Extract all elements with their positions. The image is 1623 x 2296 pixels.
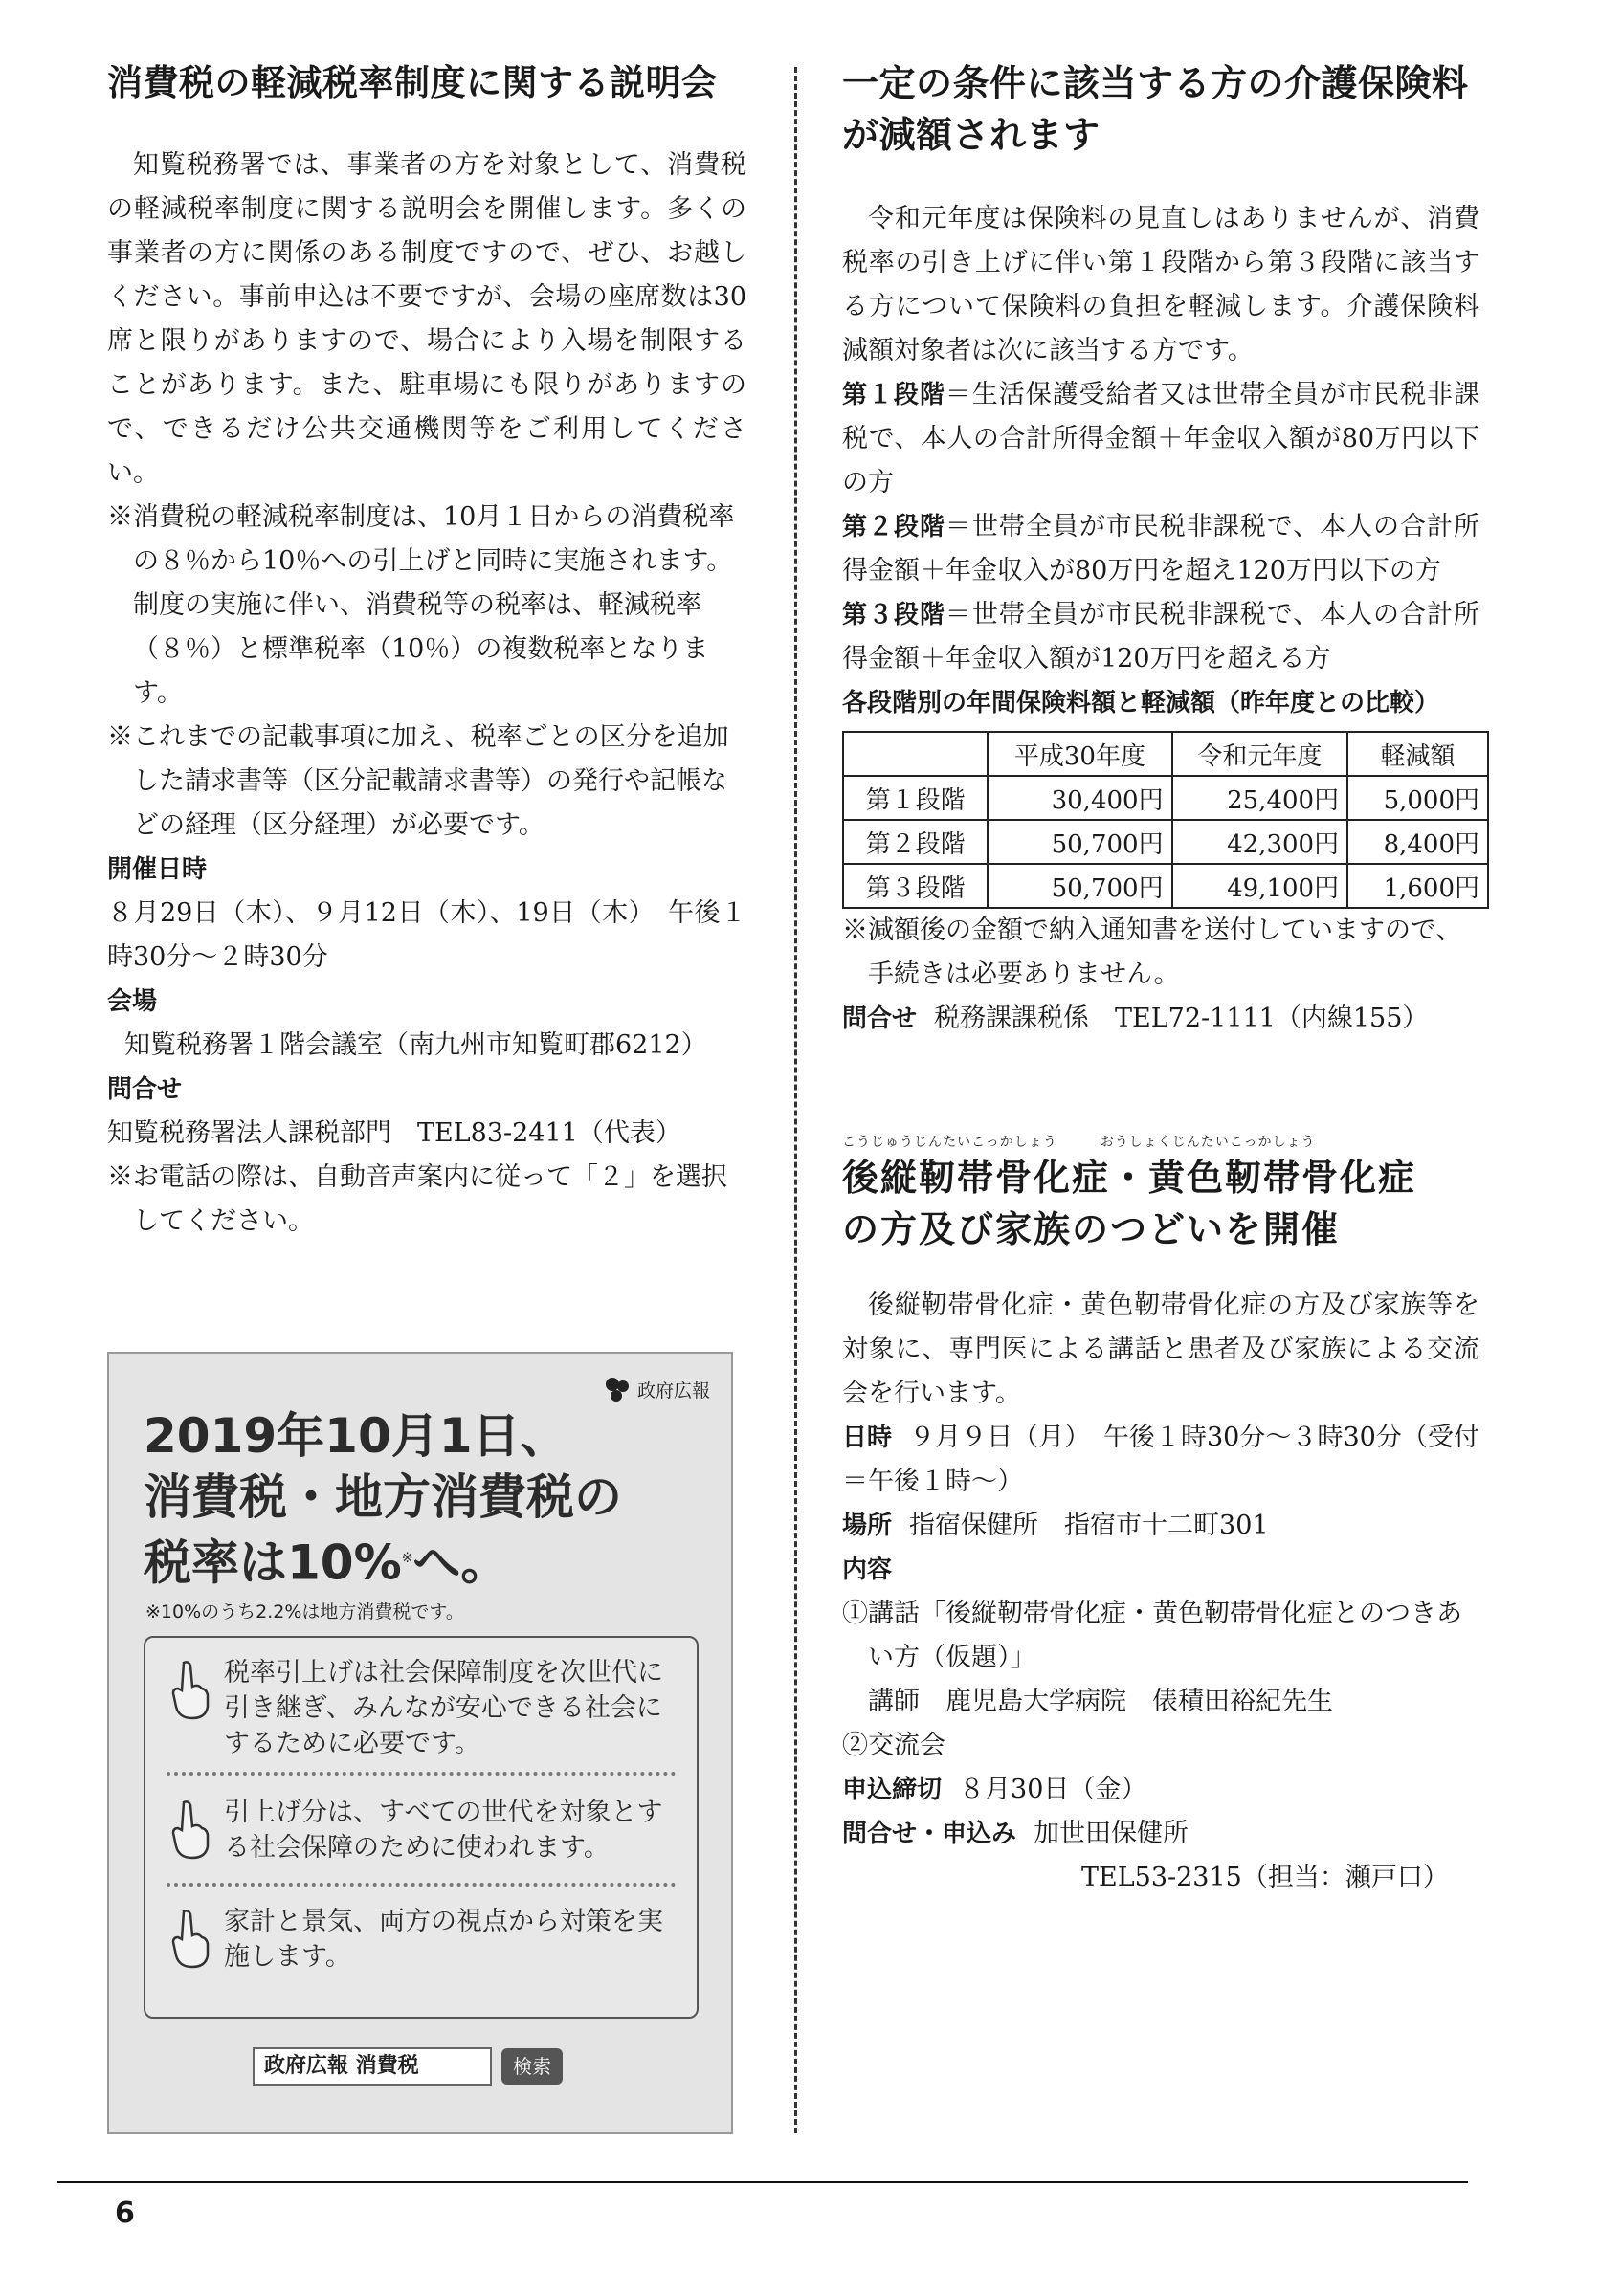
table-cell: 25,400円 (1172, 776, 1348, 820)
gathering-title: 後縦靭帯骨化症・黄色靭帯骨化症 の方及び家族のつどいを開催 (842, 1157, 1417, 1250)
government-ad (107, 1352, 733, 2134)
table-cell: 1,600円 (1347, 864, 1488, 908)
gathering-apply: 問合せ・申込み 加世田保健所 (842, 1819, 1189, 1848)
ad-divider (167, 1883, 676, 1887)
insurance-contact: 問合せ 税務課課税係 TEL72-1111（内線155） (842, 1004, 1429, 1033)
pointing-hand-icon (165, 1799, 212, 1860)
table-header: 平成30年度 (988, 732, 1171, 776)
ad-search-button: 検索 (501, 2048, 563, 2085)
table-cell: 第２段階 (843, 820, 988, 864)
table-header-row (843, 732, 1488, 776)
spacer (842, 1041, 1479, 1133)
gathering-place: 場所 指宿保健所 指宿市十二町301 (842, 1511, 1269, 1540)
gathering-content-1: ①講話「後縦靭帯骨化症・黄色靭帯骨化症とのつきあい方（仮題）」 (842, 1599, 1462, 1672)
ad-point-1: 税率引上げは社会保障制度を次世代に引き継ぎ、みんなが安心できる社会にするために必要です。 (145, 1655, 697, 1761)
ad-search-bar (253, 2047, 563, 2086)
tax-seminar-note-2: ※これまでの記載事項に加え、税率ごとの区分を追加した請求書等（区分記載請求書等）の発行や記帳などの経理（区分経理）が必要です。 (107, 722, 729, 840)
table-header: 軽減額 (1347, 732, 1488, 776)
insurance-title: 一定の条件に該当する方の介護保険料が減額されます (842, 62, 1469, 156)
table-header (843, 732, 988, 776)
ad-search-text: 政府広報 消費税 (253, 2047, 492, 2086)
pointing-hand-icon (165, 1908, 212, 1969)
stage-3: 第３段階＝世帯全員が市民税非課税で、本人の合計所得金額＋年金収入額が120万円を超える方 (842, 600, 1479, 673)
gathering-deadline: 申込締切 ８月30日（金） (842, 1775, 1147, 1804)
footer-rule (57, 2181, 1468, 2183)
page-number: 6 (115, 2197, 135, 2230)
table-row (843, 864, 1488, 908)
table-cell: 第３段階 (843, 864, 988, 908)
table-cell: 第１段階 (843, 776, 988, 820)
gathering-lecturer: 講師 鹿児島大学病院 俵積田裕紀先生 (868, 1687, 1333, 1716)
seminar-venue: 会場知覧税務署１階会議室（南九州市知覧町郡6212） (107, 987, 707, 1060)
seminar-contact-note: ※お電話の際は、自動音声案内に従って「２」を選択してください。 (107, 1162, 727, 1236)
gathering-date: 日時 ９月９日（月） 午後１時30分～３時30分（受付＝午後１時～） (842, 1423, 1479, 1496)
ad-brand: 政府広報 (603, 1375, 710, 1403)
gov-logo-icon (603, 1375, 632, 1403)
gathering-content-label: 内容 (842, 1556, 893, 1584)
table-note: ※減額後の金額で納入通知書を送付していますので、手続きは必要ありません。 (842, 916, 1462, 989)
column-divider (794, 67, 797, 2133)
ad-headline: 2019年10月1日、 消費税・地方消費税の 税率は10%※へ。 (144, 1408, 622, 1591)
spacer (107, 109, 746, 144)
stage-1: 第１段階＝生活保護受給者又は世帯全員が市民税非課税で、本人の合計所得金額＋年金収入額が80万円以下の方 (842, 380, 1479, 497)
seminar-date-label: 開催日時 (107, 855, 208, 884)
seminar-contact-value: 知覧税務署法人課税部門 TEL83-2411（代表） (107, 1118, 681, 1148)
ad-subnote: ※10%のうち2.2%は地方消費税です。 (145, 1601, 464, 1623)
fee-table-title: 各段階別の年間保険料額と軽減額（昨年度との比較） (842, 689, 1440, 718)
title-furigana: こうじゅうじんたいこっかしょう おうしょくじんたいこっかしょう (842, 1135, 1316, 1150)
table-row (843, 776, 1488, 820)
right-column (842, 57, 1479, 1900)
gathering-body: 後縦靭帯骨化症・黄色靭帯骨化症の方及び家族等を対象に、専門医による講話と患者及び家族による交流会を行います。 (842, 1291, 1479, 1408)
insurance-body: 令和元年度は保険料の見直しはありませんが、消費税率の引き上げに伴い第１段階から第３段階に該当する方について保険料の負担を軽減します。介護保険料減額対象者は次に該当する方です。 (842, 204, 1479, 365)
gathering-apply-tel: TEL53-2315（担当：瀬戸口） (1081, 1863, 1449, 1892)
table-row (843, 820, 1488, 864)
table-cell: 8,400円 (1347, 820, 1488, 864)
left-column (107, 57, 746, 1244)
ad-points-box (144, 1636, 699, 2019)
spacer (842, 1255, 1479, 1284)
pointing-hand-icon (165, 1659, 212, 1720)
ad-point-3: 家計と景気、両方の視点から対策を実施します。 (145, 1904, 697, 1975)
table-cell: 50,700円 (988, 864, 1171, 908)
table-header: 令和元年度 (1172, 732, 1348, 776)
seminar-date-value: ８月29日（木）、９月12日（木）、19日（木） 午後１時30分～２時30分 (107, 898, 746, 972)
table-cell: 42,300円 (1172, 820, 1348, 864)
ad-divider (167, 1772, 676, 1776)
ad-point-2: 引上げ分は、すべての世代を対象とする社会保障のために使われます。 (145, 1795, 697, 1866)
tax-seminar-body: 知覧税務署では、事業者の方を対象として、消費税の軽減税率制度に関する説明会を開催します。多くの事業者の方に関係のある制度ですので、ぜひ、お越しください。事前申込は不要ですが、会場の座席数は30席と限りがありますので、場合により入場を制限することがあります。また、駐車場にも限りがありますので、できるだけ公共交通機関等をご利用してください。 (107, 150, 746, 488)
spacer (842, 161, 1479, 197)
table-cell: 30,400円 (988, 776, 1171, 820)
stage-2: 第２段階＝世帯全員が市民税非課税で、本人の合計所得金額＋年金収入が80万円を超え120万円以下の方 (842, 512, 1479, 585)
fee-table (842, 731, 1489, 909)
table-cell: 5,000円 (1347, 776, 1488, 820)
gathering-content-2: ②交流会 (842, 1731, 945, 1760)
table-cell: 50,700円 (988, 820, 1171, 864)
seminar-contact-label: 問合せ (107, 1075, 183, 1104)
tax-seminar-title: 消費税の軽減税率制度に関する説明会 (107, 62, 718, 103)
table-cell: 49,100円 (1172, 864, 1348, 908)
tax-seminar-note-1: ※消費税の軽減税率制度は、10月１日からの消費税率の８％から10％への引上げと同時に実施されます。制度の実施に伴い、消費税等の税率は、軽減税率（８％）と標準税率（10％）の複数税率となります。 (107, 502, 735, 708)
